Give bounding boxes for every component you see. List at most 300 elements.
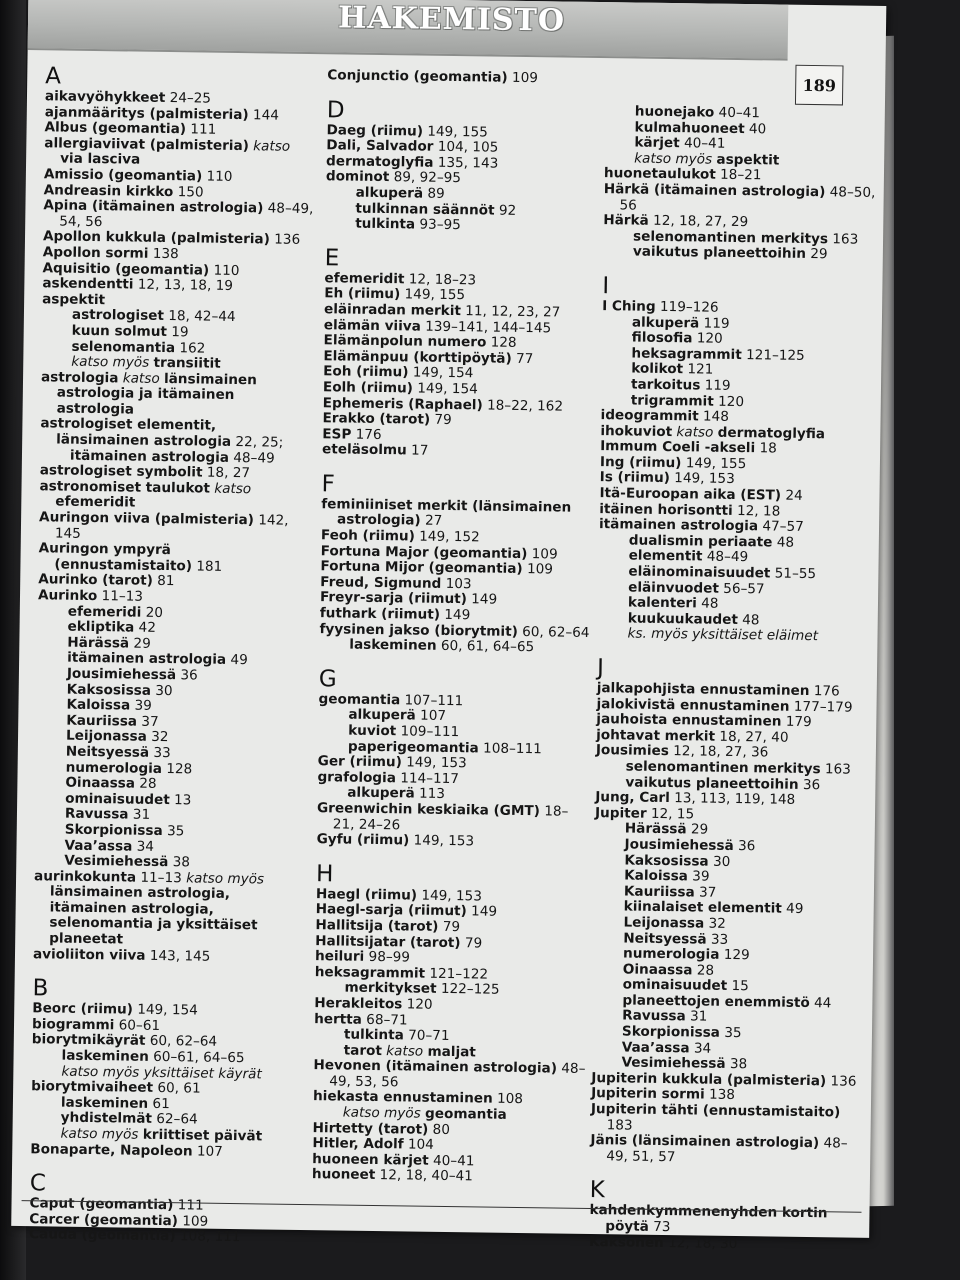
see-note: katso bbox=[214, 480, 252, 498]
entry-term: Jung, Carl bbox=[595, 789, 670, 807]
index-entry bbox=[38, 541, 310, 576]
page-refs: 107 bbox=[419, 708, 447, 725]
page-refs: 70–71 bbox=[408, 1027, 450, 1045]
see-target: efemeridit bbox=[55, 493, 136, 512]
page-refs: 119–126 bbox=[659, 298, 719, 316]
page-refs: 18 bbox=[759, 440, 777, 457]
page-refs: 18, 27 bbox=[206, 464, 251, 482]
entry-term: kiinalaiset elementit bbox=[623, 898, 782, 917]
page-refs: 136 bbox=[274, 231, 301, 249]
entry-term: hiekasta ennustaminen bbox=[312, 1088, 493, 1108]
index-section bbox=[589, 1178, 862, 1254]
page-refs: 60–61, 64–65 bbox=[153, 1048, 245, 1067]
entry-term: kuviot bbox=[348, 722, 397, 740]
index-section bbox=[597, 274, 874, 646]
page-refs: 12, 15 bbox=[650, 805, 695, 823]
page-refs: 162 bbox=[179, 339, 206, 357]
entry-term: selenomantia bbox=[71, 338, 176, 356]
entry-term: itäinen horisontti bbox=[599, 500, 733, 519]
page-refs: 109 bbox=[531, 545, 558, 563]
page-refs: 183 bbox=[606, 1116, 633, 1134]
section-letter: G bbox=[318, 665, 337, 693]
entry-term: heksagrammit bbox=[314, 963, 426, 982]
index-section bbox=[29, 1171, 302, 1247]
entry-term: Hevonen (itämainen astrologia) bbox=[313, 1057, 558, 1077]
entry-term: dominot bbox=[325, 168, 390, 186]
page-title: HAKEMISTO bbox=[337, 0, 566, 39]
entry-term: Bonaparte, Napoleon bbox=[30, 1140, 193, 1160]
page-refs: 38 bbox=[729, 1056, 748, 1073]
entry-term: vaikutus planeettoihin bbox=[625, 774, 799, 793]
index-entry bbox=[322, 442, 594, 461]
entry-term: Oinaassa bbox=[622, 961, 693, 979]
page-refs: 176 bbox=[355, 426, 382, 443]
entry-term: Vaa’assa bbox=[621, 1039, 690, 1057]
entry-term: Haegl-sarja (riimut) bbox=[315, 901, 467, 920]
see-target: kriittiset päivät bbox=[142, 1126, 263, 1145]
page-refs: 68–71 bbox=[366, 1011, 408, 1028]
page-refs: 35 bbox=[166, 822, 185, 840]
entry-term: Herakleitos bbox=[314, 995, 403, 1013]
index-subentry bbox=[325, 216, 597, 235]
page-refs: 33 bbox=[710, 931, 729, 948]
entry-term: Jupiter bbox=[594, 804, 647, 822]
entry-term: Gyfu (riimu) bbox=[316, 831, 410, 849]
entry-term: Aurinko (tarot) bbox=[38, 571, 153, 590]
page-refs: 48 bbox=[776, 534, 795, 551]
page-refs: 49 bbox=[230, 652, 248, 669]
page-refs: 36 bbox=[180, 667, 198, 684]
entry-term: Vaa’assa bbox=[64, 837, 133, 855]
index-entry bbox=[33, 947, 305, 966]
entry-term: Auringon viiva (palmisteria) bbox=[39, 509, 255, 529]
entry-term: Skorpionissa bbox=[64, 821, 163, 839]
entry-term: heiluri bbox=[314, 948, 365, 965]
section-letter: H bbox=[315, 860, 334, 888]
entry-term: Kaksonen bbox=[588, 1233, 664, 1251]
index-entry bbox=[39, 510, 311, 545]
page-refs: 114–117 bbox=[400, 770, 460, 787]
page-refs: 39 bbox=[692, 868, 710, 885]
see-target: länsimainen astrologia, itämainen astrologia, selenomantia ja yksittäiset planeetat bbox=[49, 883, 258, 948]
page-refs: 79 bbox=[434, 411, 452, 429]
page-refs: 40 bbox=[748, 120, 767, 137]
page-refs: 113 bbox=[418, 785, 446, 803]
page-refs: 129 bbox=[723, 946, 750, 964]
page-refs: 36 bbox=[802, 776, 821, 793]
page-refs: 42 bbox=[138, 619, 157, 637]
page-refs: 138 bbox=[708, 1087, 736, 1104]
see-note: katso bbox=[122, 370, 160, 387]
entry-term: ideogrammit bbox=[600, 407, 699, 425]
page-refs: 48 bbox=[701, 595, 719, 612]
page-refs: 29 bbox=[133, 635, 151, 652]
entry-term: Hallitsijatar (tarot) bbox=[315, 932, 461, 951]
entry-term: Hitler, Adolf bbox=[312, 1135, 404, 1153]
page-refs: 12, 18 bbox=[736, 502, 781, 520]
index-section bbox=[30, 976, 304, 1161]
entry-term: Elämänpolun numero bbox=[323, 332, 487, 351]
page-refs: 109–111 bbox=[400, 723, 460, 741]
entry-term: astrologia bbox=[40, 368, 119, 387]
page-refs: 39 bbox=[134, 697, 152, 715]
page-refs: 109 bbox=[511, 69, 539, 87]
entry-term: selenomantinen merkitys bbox=[625, 758, 821, 778]
page-refs: 149, 153 bbox=[421, 887, 483, 905]
page-refs: 149 bbox=[444, 606, 471, 624]
entry-term: ekliptika bbox=[67, 618, 135, 636]
page-refs: 31 bbox=[132, 806, 151, 824]
entry-term: I Ching bbox=[602, 298, 656, 315]
page-refs: 60–61 bbox=[118, 1017, 161, 1034]
page-refs: 149, 154 bbox=[417, 380, 478, 398]
entry-term: Erakko (tarot) bbox=[322, 410, 431, 428]
entry-term: Is (riimu) bbox=[599, 469, 671, 487]
see-target: via lasciva bbox=[60, 150, 141, 169]
entry-term: alkuperä bbox=[355, 184, 424, 202]
entry-term: Härkä bbox=[603, 212, 649, 229]
entry-term: vaikutus planeettoihin bbox=[632, 243, 807, 263]
entry-term: feminiiniset merkit (länsimainen astrologia) bbox=[321, 496, 572, 530]
page-refs: 73 bbox=[653, 1218, 671, 1236]
entry-term: tarkoitus bbox=[630, 376, 701, 394]
entry-term: Leijonassa bbox=[623, 914, 705, 932]
index-entry bbox=[40, 417, 312, 452]
entry-term: planeettojen enemmistö bbox=[622, 992, 810, 1011]
entry-term: jalkapohjista ennustaminen bbox=[596, 680, 810, 700]
entry-term: dualismin periaate bbox=[628, 532, 773, 551]
entry-term: tulkinnan säännöt bbox=[355, 200, 495, 219]
page-refs: 107 bbox=[196, 1143, 223, 1160]
section-letter: J bbox=[596, 655, 605, 682]
entry-term: eläinradan merkit bbox=[323, 301, 462, 320]
entry-term: Hirtetty (tarot) bbox=[312, 1119, 429, 1138]
page-refs: 40–41 bbox=[718, 104, 761, 122]
page-refs: 33 bbox=[153, 744, 171, 762]
section-letter: D bbox=[326, 96, 345, 124]
page-refs: 163 bbox=[824, 761, 852, 778]
page-refs: 163 bbox=[832, 231, 859, 248]
page-refs: 11, 12, 23, 27 bbox=[465, 303, 561, 321]
page-refs: 150 bbox=[177, 183, 204, 201]
index-entry bbox=[321, 497, 593, 532]
page-refs: 149, 153 bbox=[674, 470, 735, 488]
page-refs: 12, 13, 18, 19 bbox=[137, 276, 234, 295]
entry-term: askendentti bbox=[42, 275, 134, 293]
page-refs: 48–49 bbox=[706, 549, 749, 566]
page-refs: 18, 42–44 bbox=[168, 308, 236, 326]
page-refs: 12, 18, 27, 29 bbox=[652, 212, 749, 231]
see-target: maljat bbox=[427, 1043, 476, 1061]
page-refs: 109 bbox=[526, 561, 554, 578]
page-refs: 149 bbox=[471, 591, 498, 609]
page-refs: 62–64 bbox=[156, 1111, 198, 1128]
entry-term: Fortuna Mijor (geomantia) bbox=[320, 558, 523, 578]
see-target: geomantia bbox=[424, 1105, 507, 1123]
page-refs: 121 bbox=[687, 361, 714, 378]
entry-term-continued: länsimainen astrologia bbox=[56, 431, 232, 450]
entry-term: Kauriissa bbox=[66, 712, 138, 730]
page-refs: 108, 111 bbox=[179, 1228, 241, 1246]
entry-term: Jupiterin kukkula (palmisteria) bbox=[591, 1069, 827, 1090]
page-refs: 81 bbox=[157, 573, 175, 590]
entry-term: biogrammi bbox=[31, 1016, 115, 1034]
entry-term: Greenwichin keskiaika (GMT) bbox=[316, 800, 541, 820]
entry-term: itämainen astrologia bbox=[69, 447, 230, 466]
entry-term: eteläsolmu bbox=[321, 441, 407, 459]
entry-term: numerologia bbox=[622, 945, 720, 963]
index-entry bbox=[43, 198, 315, 233]
entry-term: Haegl (riimu) bbox=[315, 885, 418, 904]
page-refs: 40–41 bbox=[432, 1152, 475, 1170]
entry-term: Jupiterin sormi bbox=[591, 1085, 705, 1104]
entry-term: avioliiton viiva bbox=[32, 945, 146, 964]
entry-term: eläinominaisuudet bbox=[628, 563, 771, 582]
page-refs: 79 bbox=[442, 918, 461, 936]
page-refs: 122–125 bbox=[440, 981, 500, 999]
entry-term: Vesimiehessä bbox=[621, 1054, 726, 1073]
section-letter: E bbox=[324, 244, 340, 272]
page-refs: 34 bbox=[693, 1040, 712, 1057]
page-refs: 60, 62–64 bbox=[522, 623, 590, 641]
see-note: katso myös bbox=[60, 1125, 139, 1143]
page-refs: 31 bbox=[689, 1008, 708, 1026]
index-entry bbox=[29, 1228, 301, 1247]
entry-term: Kaloissa bbox=[624, 867, 689, 885]
entry-term: Härässä bbox=[67, 634, 130, 652]
page-refs: 28 bbox=[696, 962, 715, 979]
entry-term: Ravussa bbox=[622, 1007, 686, 1025]
entry-term: Ravussa bbox=[64, 805, 129, 823]
index-page bbox=[11, 0, 886, 1252]
page-refs: 121–122 bbox=[429, 965, 489, 983]
page-refs: 149, 155 bbox=[404, 286, 466, 304]
page-refs: 149, 154 bbox=[412, 364, 474, 382]
entry-term: alkuperä bbox=[348, 706, 416, 724]
page-refs: 36 bbox=[737, 837, 756, 855]
page-refs: 121–125 bbox=[745, 346, 805, 364]
section-letter: I bbox=[602, 273, 610, 300]
entry-term: alkuperä bbox=[347, 784, 415, 802]
page-refs: 18–22, 162 bbox=[486, 396, 564, 415]
page-refs: 18–21 bbox=[719, 167, 762, 184]
see-note: katso myös bbox=[186, 870, 265, 888]
index-column-1 bbox=[29, 64, 317, 1247]
entry-term: hertta bbox=[314, 1010, 363, 1028]
page-refs: 176 bbox=[813, 683, 840, 700]
entry-term: Härässä bbox=[624, 820, 687, 838]
page-refs: 24–25 bbox=[169, 90, 212, 107]
page-refs: 79 bbox=[464, 934, 483, 952]
entry-term: astrologiset symbolit bbox=[39, 462, 203, 481]
index-column-2 bbox=[312, 68, 600, 1187]
page-refs: 149, 155 bbox=[427, 123, 488, 141]
see-note: katso bbox=[253, 137, 291, 155]
entry-term: selenomantinen merkitys bbox=[632, 228, 829, 247]
entry-term: trigrammit bbox=[630, 392, 714, 410]
entry-term: Daeg (riimu) bbox=[326, 121, 424, 140]
entry-term: Fortuna Major (geomantia) bbox=[320, 542, 528, 562]
page-refs: 13, 113, 119, 148 bbox=[674, 790, 796, 808]
entry-term: filosofia bbox=[631, 329, 693, 347]
page-refs: 104, 105 bbox=[437, 138, 499, 156]
index-subentry bbox=[597, 626, 869, 645]
entry-term: Carcer (geomantia) bbox=[29, 1210, 179, 1230]
entry-term: kuukuukaudet bbox=[627, 610, 739, 628]
see-note: katso myös bbox=[71, 353, 150, 371]
entry-term: tarot bbox=[343, 1042, 383, 1059]
index-section bbox=[319, 472, 593, 657]
entry-term: Kauriissa bbox=[623, 883, 695, 901]
index-section bbox=[590, 656, 869, 1168]
entry-term: fyysinen jakso (biorytmit) bbox=[319, 620, 518, 640]
page-refs: 56–57 bbox=[723, 580, 765, 598]
index-section bbox=[325, 98, 599, 236]
entry-term: Oinaassa bbox=[65, 774, 136, 792]
entry-term: eläinvuodet bbox=[628, 579, 720, 597]
index-entry bbox=[312, 1168, 584, 1187]
index-section bbox=[322, 246, 597, 462]
entry-term: Caput (geomantia) bbox=[29, 1195, 174, 1214]
page-refs: 48–49, 53, 56 bbox=[329, 1060, 586, 1091]
index-entry bbox=[590, 1133, 862, 1168]
page-refs: 24 bbox=[785, 487, 803, 504]
entry-term: kolikot bbox=[631, 360, 684, 378]
page-refs: 35 bbox=[724, 1024, 742, 1042]
entry-term: Ing (riimu) bbox=[599, 453, 682, 472]
entry-term: johtavat merkit bbox=[596, 726, 716, 745]
page-refs: 136 bbox=[830, 1073, 857, 1090]
page-refs: 149, 153 bbox=[413, 832, 475, 850]
entry-term: yhdistelmät bbox=[60, 1110, 153, 1128]
page-refs: 110 bbox=[213, 262, 240, 279]
page-refs: 149, 153 bbox=[406, 754, 467, 772]
entry-term: Apollon kukkula (palmisteria) bbox=[42, 228, 270, 248]
entry-term: efemeridit bbox=[324, 269, 405, 288]
page-refs: 128 bbox=[490, 334, 517, 352]
entry-term: Aurinko bbox=[37, 587, 98, 605]
entry-term: astronomiset taulukot bbox=[39, 478, 211, 497]
see-note: katso myös bbox=[342, 1104, 421, 1122]
page-refs: 108 bbox=[496, 1091, 524, 1108]
entry-term: grafologia bbox=[317, 768, 397, 787]
entry-term: tulkinta bbox=[355, 215, 416, 233]
entry-term: ominaisuudet bbox=[622, 976, 728, 995]
entry-term: allergiaviivat (palmisteria) bbox=[44, 135, 250, 154]
page-refs: 149, 155 bbox=[685, 455, 747, 472]
entry-term: itämainen astrologia bbox=[598, 516, 759, 535]
page-refs: 111 bbox=[190, 121, 217, 138]
page-refs: 32 bbox=[708, 915, 727, 932]
entry-term: numerologia bbox=[65, 759, 163, 777]
entry-term: Jänis (länsimainen astrologia) bbox=[590, 1132, 820, 1152]
entry-term: Kaksosissa bbox=[66, 681, 152, 699]
see-note: katso myös bbox=[634, 150, 713, 168]
entry-term: heksagrammit bbox=[631, 345, 742, 363]
entry-term: laskeminen bbox=[60, 1094, 149, 1112]
page-refs: 93–95 bbox=[419, 216, 461, 234]
page-refs: 149 bbox=[470, 903, 498, 921]
entry-term: alkuperä bbox=[631, 314, 700, 331]
entry-term: geomantia bbox=[318, 690, 401, 709]
entry-term: huoneen kärjet bbox=[312, 1150, 429, 1169]
entry-term: kahdenkymmenenyhden kortin pöytä bbox=[589, 1202, 828, 1235]
page-refs: 107–111 bbox=[404, 692, 464, 710]
page-refs: 28 bbox=[139, 775, 157, 793]
see-note: katso myös yksittäiset käyrät bbox=[61, 1063, 262, 1083]
page-refs: 128 bbox=[166, 760, 193, 777]
entry-term: laskeminen bbox=[61, 1047, 149, 1065]
index-section bbox=[327, 68, 599, 87]
page-refs: 149, 154 bbox=[137, 1001, 198, 1019]
entry-term: aurinkokunta bbox=[33, 867, 137, 886]
page-refs: 108–111 bbox=[483, 740, 542, 757]
entry-term: tulkinta bbox=[343, 1026, 404, 1044]
entry-term: dermatoglyfia bbox=[326, 153, 434, 171]
entry-term: astrologiset bbox=[71, 307, 165, 325]
section-letter: A bbox=[45, 63, 62, 90]
entry-term: huoneet bbox=[311, 1166, 376, 1184]
entry-term: kuun solmut bbox=[71, 322, 168, 340]
page-refs: 120 bbox=[406, 996, 433, 1013]
page-refs: 15 bbox=[731, 978, 749, 995]
entry-term: Auringon ympyrä (ennustamistaito) bbox=[38, 540, 193, 575]
entry-term: Apina (itämainen astrologia) bbox=[43, 197, 264, 217]
entry-term: Ger (riimu) bbox=[317, 753, 402, 771]
page-refs: 109 bbox=[182, 1213, 209, 1230]
page-refs: 61 bbox=[152, 1095, 170, 1112]
entry-term: elämän viiva bbox=[323, 316, 421, 335]
entry-term: Freyr-sarja (riimut) bbox=[319, 589, 467, 608]
page-refs: 48–50, 56 bbox=[619, 184, 876, 214]
entry-term: Neitsyessä bbox=[65, 743, 150, 761]
page-refs: 77 bbox=[515, 350, 534, 367]
see-note: katso bbox=[386, 1042, 424, 1060]
entry-term: ajanmääritys (palmisteria) bbox=[44, 103, 249, 123]
entry-term: kalenteri bbox=[627, 594, 697, 612]
entry-term: Feoh (riimu) bbox=[320, 527, 415, 545]
page-refs: 120 bbox=[696, 330, 723, 347]
page-refs: 139–141, 144–145 bbox=[425, 318, 552, 336]
see-target: dermatoglyfia bbox=[717, 424, 826, 442]
entry-term: Elämänpuu (korttipöytä) bbox=[323, 347, 512, 367]
page-refs: 181 bbox=[196, 558, 223, 575]
index-entry bbox=[591, 1102, 863, 1137]
page-refs: 27 bbox=[424, 513, 443, 530]
entry-term: elementit bbox=[628, 547, 703, 565]
page-refs: 37 bbox=[698, 884, 717, 901]
page-refs: 104 bbox=[407, 1136, 434, 1154]
page-refs: 20 bbox=[145, 604, 164, 621]
page-refs: 149, 152 bbox=[419, 528, 480, 546]
entry-term: Apollon sormi bbox=[42, 244, 149, 262]
page-refs: 30 bbox=[712, 853, 731, 870]
index-entry bbox=[39, 479, 311, 514]
page-refs: 48–49, 51, 57 bbox=[606, 1135, 848, 1166]
index-section bbox=[312, 862, 588, 1187]
entry-term: paperigeomantia bbox=[347, 738, 479, 757]
page-refs: 138 bbox=[152, 245, 179, 263]
page-refs: 89 bbox=[427, 185, 445, 202]
section-letter: B bbox=[32, 975, 49, 1002]
entry-term: Aquisitio (geomantia) bbox=[42, 259, 210, 279]
entry-term: efemeridi bbox=[67, 603, 142, 621]
page-refs: 34 bbox=[136, 838, 155, 855]
page-refs: 92 bbox=[498, 202, 517, 219]
index-entry bbox=[317, 832, 589, 851]
page-refs: 40–41 bbox=[683, 135, 726, 152]
entry-term: Jousimies bbox=[595, 742, 669, 760]
